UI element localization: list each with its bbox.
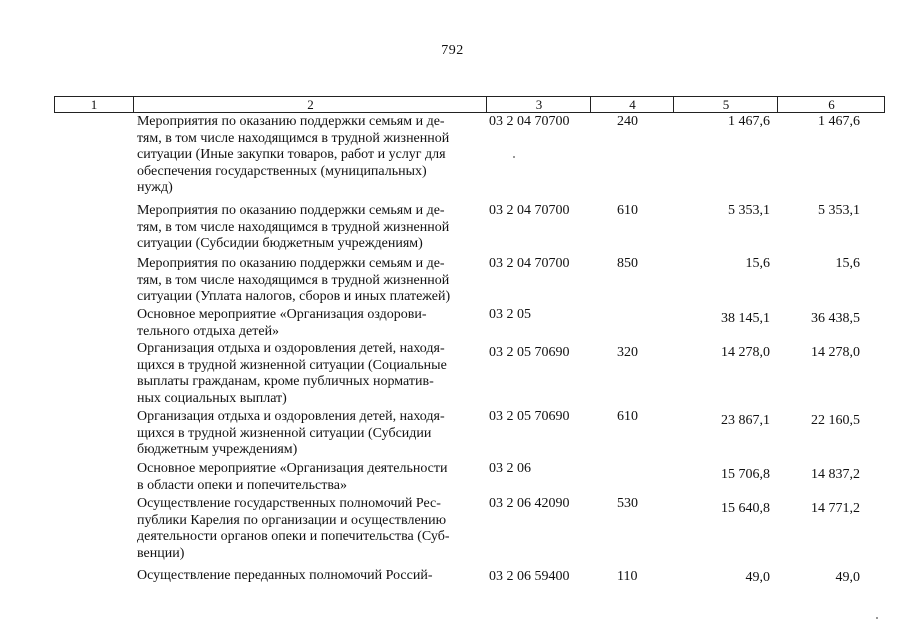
- row-name: Мероприятия по оказанию поддержки семьям и де- тям, в том числе находящимся в трудной жизненной ситуации (Уплата налогов, сборов и иных платежей): [137, 256, 451, 304]
- row-value-6: 15,6: [835, 256, 860, 271]
- row-value-6: 22 160,5: [811, 413, 860, 428]
- row-code: 03 2 06: [489, 461, 531, 476]
- row-code: 03 2 04 70700: [489, 114, 570, 129]
- header-col-2: 2: [133, 97, 487, 112]
- row-vr: 240: [617, 114, 638, 129]
- row-value-6: 36 438,5: [811, 311, 860, 326]
- header-col-1: 1: [90, 97, 98, 112]
- row-value-6: 14 837,2: [811, 467, 860, 482]
- header-col-4: 4: [590, 97, 674, 112]
- row-vr: 850: [617, 256, 638, 271]
- header-col-6: 6: [777, 97, 885, 112]
- row-value-5: 15 706,8: [721, 467, 770, 482]
- row-value-5: 38 145,1: [721, 311, 770, 326]
- row-name: Организация отдыха и оздоровления детей, находя- щихся в трудной жизненной ситуации (Субсидии бюджетным учреждениям): [137, 409, 445, 457]
- row-vr: 320: [617, 345, 638, 360]
- row-name: Осуществление государственных полномочий Рес- публики Карелия по организации и осуществлению деятельности органов опеки и попечительства (Суб- венции): [137, 496, 450, 561]
- scan-speck: [513, 156, 515, 158]
- row-name: Мероприятия по оказанию поддержки семьям и де- тям, в том числе находящимся в трудной жизненной ситуации (Иные закупки товаров, работ и услуг для обеспечения государственных (муниципальных) нужд): [137, 114, 450, 195]
- row-value-5: 14 278,0: [721, 345, 770, 360]
- row-value-6: 1 467,6: [818, 114, 860, 129]
- row-value-6: 14 771,2: [811, 501, 860, 516]
- row-code: 03 2 05 70690: [489, 345, 570, 360]
- row-name: Основное мероприятие «Организация деятельности в области опеки и попечительства»: [137, 461, 448, 493]
- row-code: 03 2 05 70690: [489, 409, 570, 424]
- row-value-5: 23 867,1: [721, 413, 770, 428]
- row-name: Мероприятия по оказанию поддержки семьям и де- тям, в том числе находящимся в трудной жизненной ситуации (Субсидии бюджетным учреждениям): [137, 203, 450, 251]
- row-value-5: 1 467,6: [728, 114, 770, 129]
- row-code: 03 2 04 70700: [489, 203, 570, 218]
- row-code: 03 2 04 70700: [489, 256, 570, 271]
- row-vr: 610: [617, 203, 638, 218]
- row-code: 03 2 05: [489, 307, 531, 322]
- row-name: Основное мероприятие «Организация оздорови- тельного отдыха детей»: [137, 307, 427, 339]
- row-code: 03 2 06 42090: [489, 496, 570, 511]
- row-code: 03 2 06 59400: [489, 569, 570, 584]
- header-col-3: 3: [486, 97, 591, 112]
- row-value-5: 15 640,8: [721, 501, 770, 516]
- row-vr: 610: [617, 409, 638, 424]
- row-name: Организация отдыха и оздоровления детей, находя- щихся в трудной жизненной ситуации (Социальные выплаты гражданам, кроме публичных норматив- ных социальных выплат): [137, 341, 447, 406]
- row-value-6: 5 353,1: [818, 203, 860, 218]
- row-vr: 530: [617, 496, 638, 511]
- row-value-5: 5 353,1: [728, 203, 770, 218]
- row-vr: 110: [617, 569, 638, 584]
- scan-speck: [876, 617, 878, 619]
- row-value-6: 14 278,0: [811, 345, 860, 360]
- table-header: [54, 96, 885, 113]
- row-value-5: 15,6: [745, 256, 770, 271]
- row-name: Осуществление переданных полномочий Россий-: [137, 568, 433, 583]
- header-col-5: 5: [673, 97, 778, 112]
- row-value-6: 49,0: [835, 570, 860, 585]
- page-number: 792: [441, 43, 464, 58]
- row-value-5: 49,0: [745, 570, 770, 585]
